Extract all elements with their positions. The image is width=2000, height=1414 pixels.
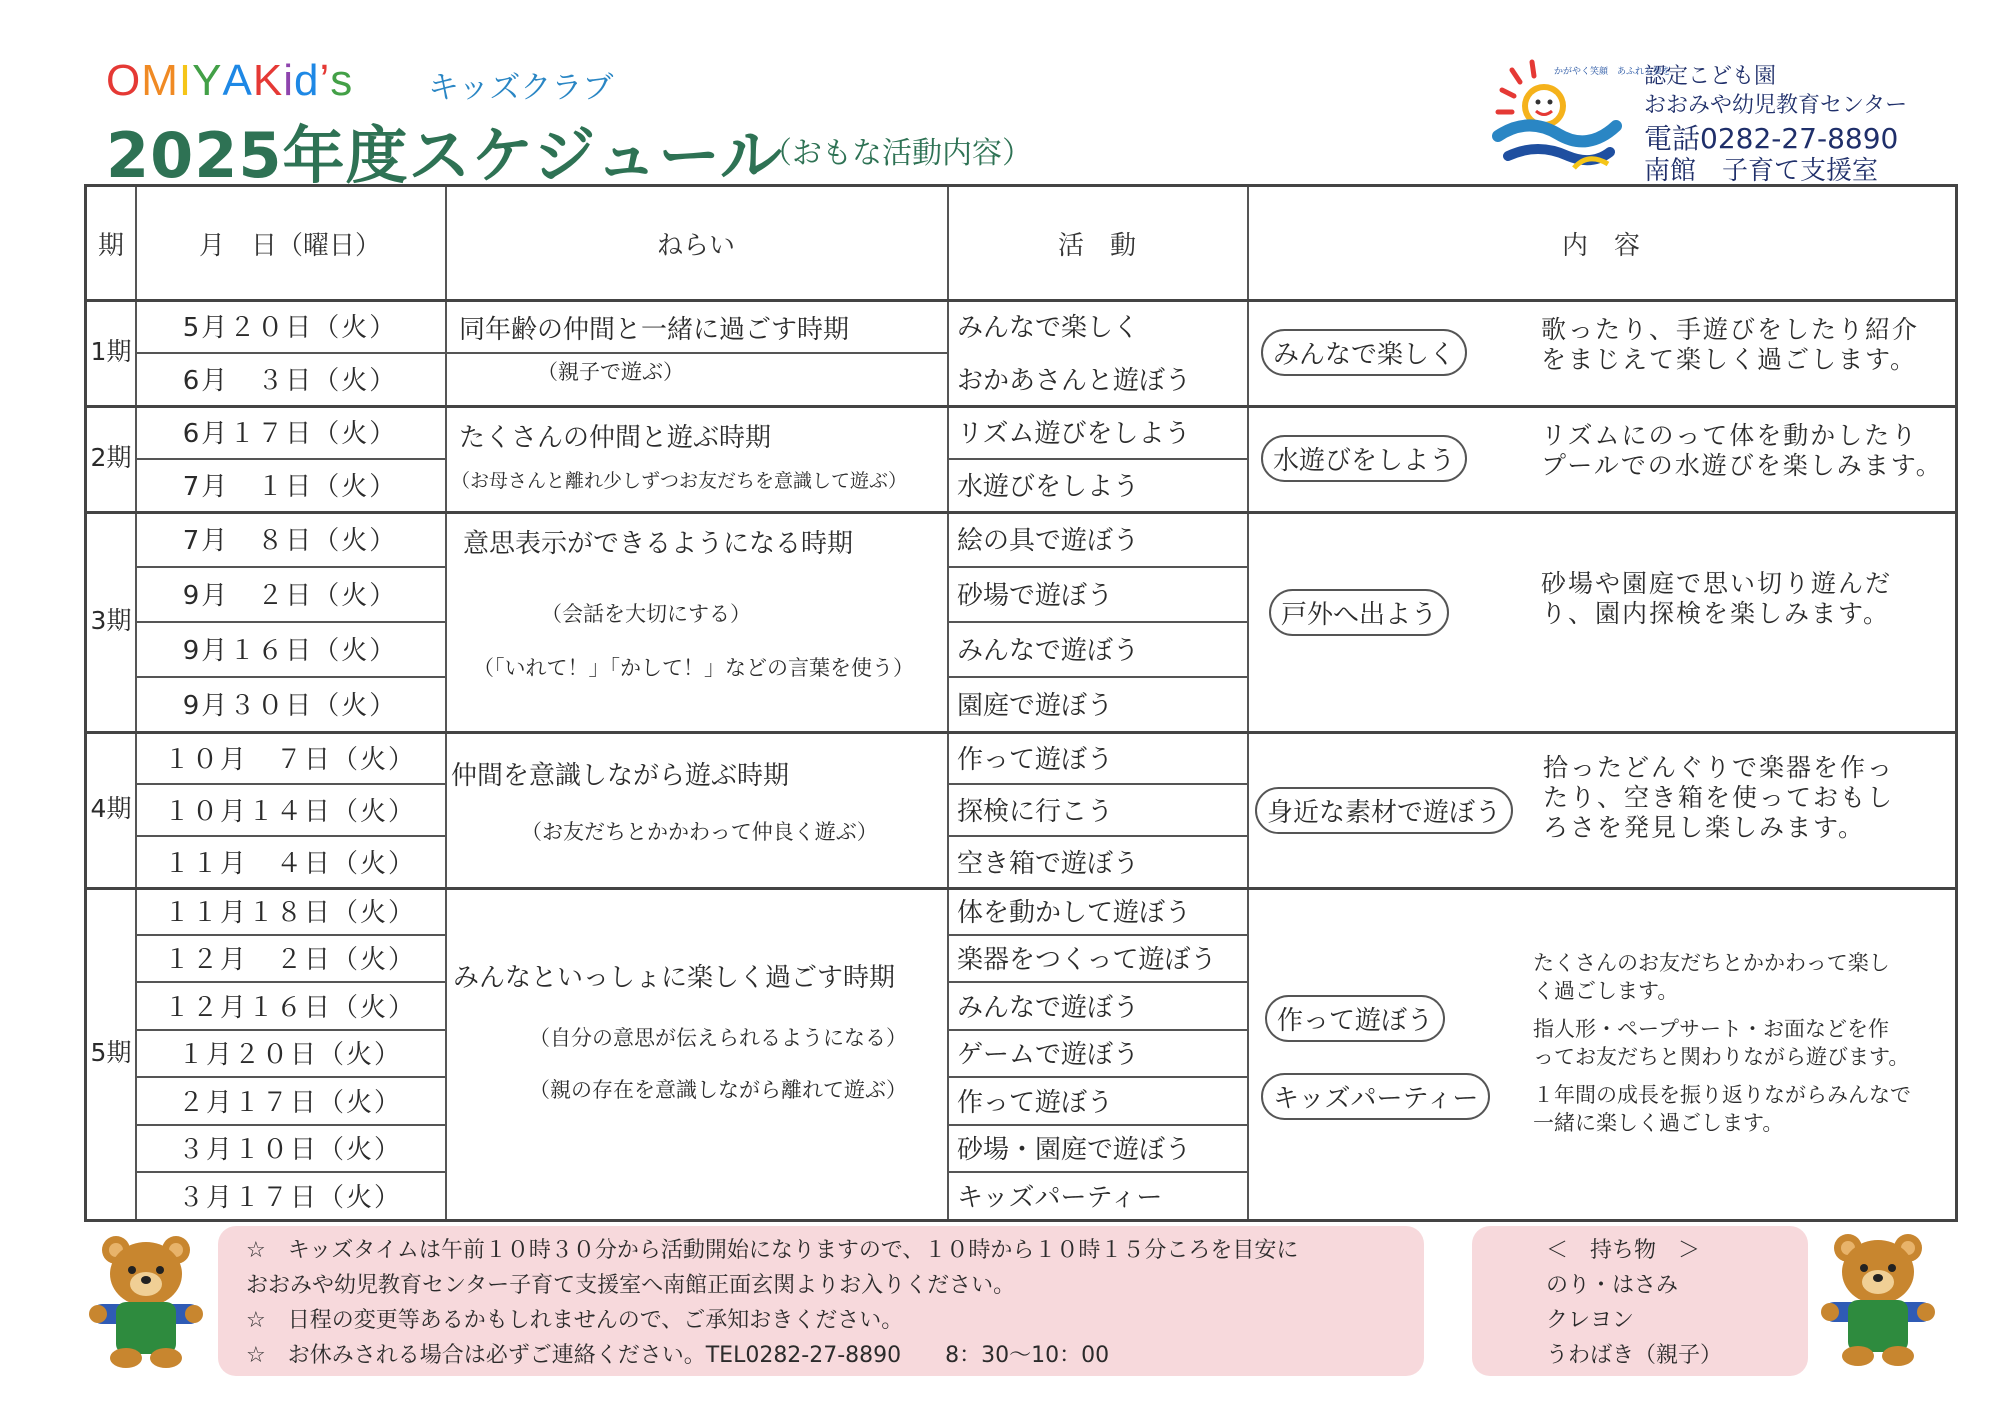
activity-item: リズム遊びをしよう xyxy=(957,419,1191,449)
activity-item: 楽器をつくって遊ぼう xyxy=(957,945,1217,975)
aim-sub: （お母さんと離れ少しずつお友だちを意識して遊ぶ） xyxy=(451,469,908,492)
content-tag: 戸外へ出よう xyxy=(1269,589,1449,636)
row-divider xyxy=(135,621,445,623)
brand-letter: i xyxy=(283,56,294,105)
notice-box xyxy=(218,1226,1424,1376)
period-label: 3期 xyxy=(90,606,132,635)
description-paragraph xyxy=(1533,949,1911,1005)
belongings-title: ＜ 持ち物 ＞ xyxy=(1546,1238,1701,1263)
description-line: 拾ったどんぐりで楽器を作っ xyxy=(1543,753,1895,782)
brand-letter: ’ xyxy=(319,56,331,105)
session-date: 7月 ８日（火） xyxy=(182,526,398,556)
organization-info xyxy=(1644,62,1907,186)
notice-line: ☆ お休みされる場合は必ずご連絡ください。TEL0282-27-8890 8：30～10：00 xyxy=(246,1343,1110,1368)
description-line: １年間の成長を振り返りながらみんなで xyxy=(1533,1083,1911,1107)
content-tag: 身近な素材で遊ぼう xyxy=(1255,787,1513,834)
activity-item: 砂場・園庭で遊ぼう xyxy=(957,1135,1192,1165)
row-divider xyxy=(135,1171,445,1173)
session-date: １１月１８日（火） xyxy=(163,898,416,928)
notice-line: ☆ 日程の変更等あるかもしれませんので、ご承知おきください。 xyxy=(246,1308,904,1333)
belongings-item: うわばき（親子） xyxy=(1546,1343,1723,1368)
brand-letter: s xyxy=(330,56,354,105)
activity-item: 作って遊ぼう xyxy=(957,744,1114,775)
activity-item: 作って遊ぼう xyxy=(957,1087,1114,1118)
content-description xyxy=(1541,315,1919,375)
aim-sub: （親子で遊ぶ） xyxy=(537,360,684,384)
aim-main: みんなといっしょに楽しく過ごす時期 xyxy=(453,962,896,993)
header-aim: ねらい xyxy=(656,230,735,261)
aim-sub: （「いれて！」「かして！」などの言葉を使う） xyxy=(473,656,914,680)
header-activity: 活 動 xyxy=(1057,230,1136,261)
header-period: 期 xyxy=(97,230,124,261)
content-description xyxy=(1543,753,1894,843)
teddy-bear-icon xyxy=(86,1230,206,1370)
org-name: おおみや幼児教育センター xyxy=(1644,93,1908,118)
activity-item: 園庭で遊ぼう xyxy=(957,691,1114,721)
brand-logo xyxy=(106,56,353,104)
page-title: 2025年度スケジュール xyxy=(106,119,783,192)
activity-item: みんなで楽しく xyxy=(957,313,1140,343)
aim-sub: （自分の意思が伝えられるようになる） xyxy=(529,1026,907,1050)
org-type: 認定こども園 xyxy=(1644,64,1777,89)
row-divider xyxy=(135,1124,445,1126)
row-divider xyxy=(135,676,445,678)
activity-item: 砂場で遊ぼう xyxy=(957,581,1114,611)
activity-item: 絵の具で遊ぼう xyxy=(957,526,1140,556)
aim-main: 仲間を意識しながら遊ぶ時期 xyxy=(451,760,790,791)
row-divider xyxy=(135,566,445,568)
description-paragraph xyxy=(1533,1081,1911,1137)
activity-item: 探検に行こう xyxy=(957,796,1114,827)
logo-tagline: かがやく笑顔 あふれる夢を xyxy=(1554,67,1672,77)
description-line: たくさんのお友だちとかかわって楽し xyxy=(1533,951,1890,975)
org-phone: 電話0282-27-8890 xyxy=(1644,122,1899,155)
period-label: 1期 xyxy=(90,337,132,366)
description-line: く過ごします。 xyxy=(1533,979,1679,1003)
period-label: 5期 xyxy=(90,1038,132,1067)
content-tag: 水遊びをしよう xyxy=(1261,435,1467,482)
row-divider xyxy=(135,981,445,983)
brand-letter: d xyxy=(293,56,320,105)
session-date: ２月１７日（火） xyxy=(177,1087,402,1118)
row-divider xyxy=(135,1029,445,1031)
content-tag: 作って遊ぼう xyxy=(1265,995,1445,1042)
session-date: ３月１７日（火） xyxy=(177,1182,402,1213)
session-date: 7月 １日（火） xyxy=(182,472,398,502)
session-date: 5月２０日（火） xyxy=(182,313,398,343)
session-date: １０月１４日（火） xyxy=(163,796,416,827)
period-label: 4期 xyxy=(90,794,132,823)
description-line: たり、空き箱を使っておもし xyxy=(1543,783,1895,812)
content-tag: キッズパーティー xyxy=(1261,1073,1490,1120)
notice-line: おおみや幼児教育センター子育て支援室へ南館正面玄関よりお入りください。 xyxy=(246,1273,1016,1298)
activity-item: 空き箱で遊ぼう xyxy=(957,848,1140,879)
brand-letter: K xyxy=(252,56,284,105)
description-line: をまじえて楽しく過ごします。 xyxy=(1541,345,1918,374)
description-line: り、園内探検を楽しみます。 xyxy=(1541,599,1891,628)
aim-main: たくさんの仲間と遊ぶ時期 xyxy=(459,422,772,453)
session-date: 9月３０日（火） xyxy=(182,691,398,721)
session-date: 9月 ２日（火） xyxy=(182,581,398,611)
description-line: プールでの水遊びを楽しみます。 xyxy=(1541,451,1943,480)
session-date: １２月１６日（火） xyxy=(163,992,416,1023)
column-divider xyxy=(1247,187,1249,1219)
session-date: 9月１６日（火） xyxy=(182,636,398,666)
activity-item: キッズパーティー xyxy=(957,1182,1163,1213)
row-divider xyxy=(135,835,445,837)
description-line: ってお友だちと関わりながら遊びます。 xyxy=(1533,1045,1910,1069)
session-date: ３月１０日（火） xyxy=(177,1135,402,1165)
header-date: 月 日（曜日） xyxy=(198,230,381,261)
activity-item: みんなで遊ぼう xyxy=(957,636,1140,666)
activity-item: みんなで遊ぼう xyxy=(957,992,1140,1023)
session-date: １月２０日（火） xyxy=(177,1040,402,1070)
activity-item: ゲームで遊ぼう xyxy=(957,1040,1140,1070)
teddy-bear-icon xyxy=(1818,1228,1938,1368)
header-content: 内 容 xyxy=(1561,230,1640,261)
content-description xyxy=(1541,569,1892,629)
page-subtitle: （おもな活動内容） xyxy=(762,136,1032,171)
row-divider xyxy=(135,458,445,460)
aim-main: 意思表示ができるようになる時期 xyxy=(463,528,854,559)
belongings-box xyxy=(1472,1226,1808,1376)
description-line: 指人形・ペープサート・お面などを作 xyxy=(1533,1017,1889,1041)
content-tag: みんなで楽しく xyxy=(1261,329,1467,376)
activity-item: 体を動かして遊ぼう xyxy=(957,898,1192,928)
brand-letter: O xyxy=(106,56,142,105)
activity-item: 水遊びをしよう xyxy=(957,472,1140,502)
description-paragraph xyxy=(1533,1015,1911,1071)
session-date: １０月 ７日（火） xyxy=(163,744,416,775)
aim-sub: （親の存在を意識しながら離れて遊ぶ） xyxy=(529,1078,907,1102)
aim-sub: （お友だちとかかわって仲良く遊ぶ） xyxy=(521,820,878,844)
session-date: １２月 ２日（火） xyxy=(163,945,416,975)
session-date: 6月 ３日（火） xyxy=(182,366,398,396)
brand-letter: M xyxy=(141,56,179,105)
description-line: リズムにのって体を動かしたり xyxy=(1541,421,1919,450)
content-description xyxy=(1533,949,1911,1147)
club-name: キッズクラブ xyxy=(428,70,614,106)
brand-letter: A xyxy=(222,56,253,105)
description-line: 歌ったり、手遊びをしたり紹介 xyxy=(1541,315,1920,344)
org-room: 南館 子育て支援室 xyxy=(1644,156,1879,186)
center-logo-icon xyxy=(1488,56,1672,172)
description-line: 砂場や園庭で思い切り遊んだ xyxy=(1541,569,1893,598)
belongings-item: のり・はさみ xyxy=(1546,1273,1679,1298)
column-divider xyxy=(445,187,447,1219)
activity-item: おかあさんと遊ぼう xyxy=(957,366,1192,396)
aim-main: 同年齢の仲間と一緒に過ごす時期 xyxy=(459,314,850,345)
description-line: ろさを発見し楽しみます。 xyxy=(1543,813,1866,842)
row-divider xyxy=(135,783,445,785)
period-label: 2期 xyxy=(90,443,132,472)
session-date: １１月 ４日（火） xyxy=(163,848,416,879)
content-description xyxy=(1541,421,1943,481)
row-divider xyxy=(135,1076,445,1078)
schedule-table xyxy=(84,184,1958,1222)
aim-sub: （会話を大切にする） xyxy=(541,602,751,626)
notice-line: ☆ キッズタイムは午前１０時３０分から活動開始になりますので、１０時から１０時１５分ころを目安に xyxy=(246,1238,1299,1263)
description-line: 一緒に楽しく過ごします。 xyxy=(1533,1111,1784,1135)
brand-letter: Y xyxy=(192,56,223,105)
belongings-item: クレヨン xyxy=(1546,1308,1635,1333)
brand-letter: I xyxy=(178,56,193,105)
row-divider xyxy=(135,934,445,936)
session-date: 6月１７日（火） xyxy=(182,419,398,449)
